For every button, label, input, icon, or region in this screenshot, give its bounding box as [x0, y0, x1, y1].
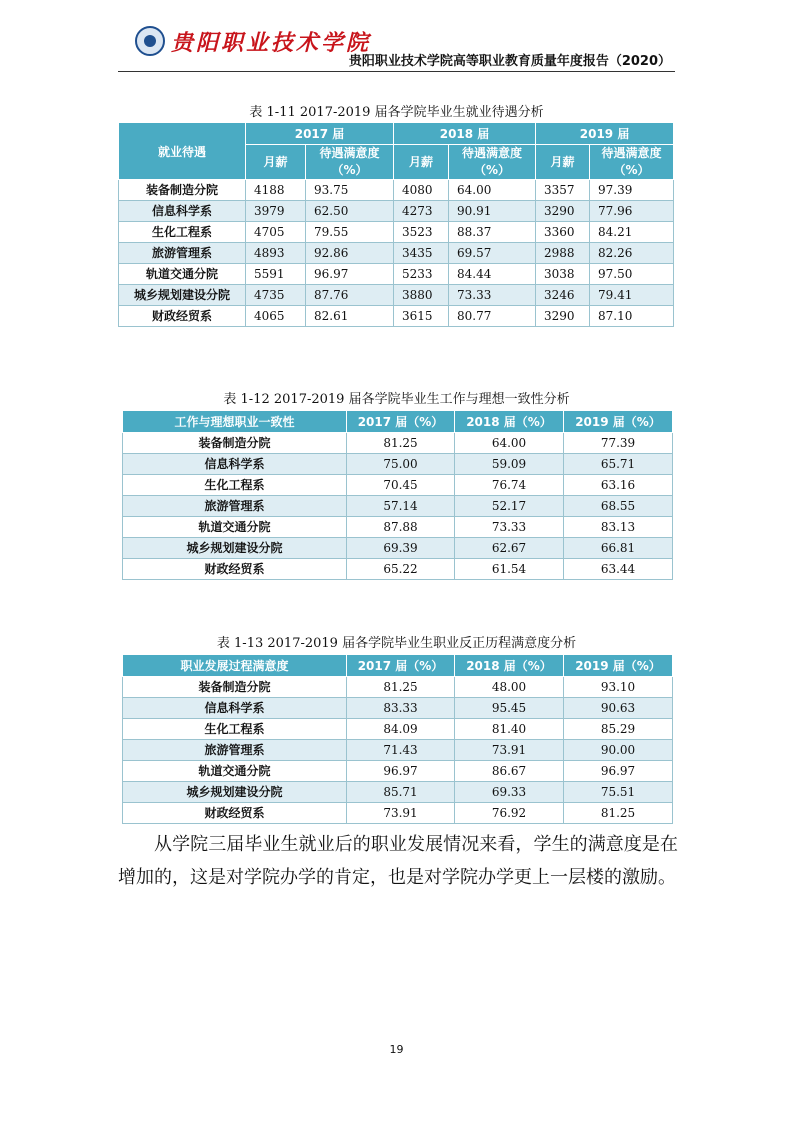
- table-cell: 73.33: [449, 285, 536, 306]
- table-cell: 66.81: [564, 538, 673, 559]
- column-header-salary: 月薪: [246, 145, 306, 180]
- header-divider: [118, 71, 675, 72]
- table-cell: 84.44: [449, 264, 536, 285]
- row-label: 财政经贸系: [119, 306, 246, 327]
- row-label: 装备制造分院: [123, 433, 347, 454]
- table-cell: 69.57: [449, 243, 536, 264]
- table-cell: 3880: [394, 285, 449, 306]
- summary-paragraph: 从学院三届毕业生就业后的职业发展情况来看，学生的满意度是在增加的，这是对学院办学的肯定，也是对学院办学更上一层楼的激励。: [118, 834, 678, 888]
- table-cell: 84.09: [347, 719, 455, 740]
- table-cell: 87.76: [306, 285, 394, 306]
- table-cell: 90.63: [564, 698, 673, 719]
- table-cell: 88.37: [449, 222, 536, 243]
- table-cell: 81.40: [455, 719, 564, 740]
- column-header-year: 2018 届: [394, 123, 536, 145]
- table-row: [123, 454, 673, 475]
- row-label: 旅游管理系: [123, 496, 347, 517]
- table-cell: 82.61: [306, 306, 394, 327]
- table-cell: 90.91: [449, 201, 536, 222]
- table-cell: 83.13: [564, 517, 673, 538]
- table-cell: 3435: [394, 243, 449, 264]
- table-cell: 3357: [536, 180, 590, 201]
- table-cell: 3615: [394, 306, 449, 327]
- column-header-category: 职业发展过程满意度: [123, 655, 347, 677]
- table-1-13-caption: 表 1-13 2017-2019 届各学院毕业生职业反正历程满意度分析: [216, 636, 577, 651]
- table-cell: 76.92: [455, 803, 564, 824]
- table-row: [123, 719, 673, 740]
- table-cell: 81.25: [347, 677, 455, 698]
- table-cell: 59.09: [455, 454, 564, 475]
- table-cell: 71.43: [347, 740, 455, 761]
- table-cell: 4080: [394, 180, 449, 201]
- table-cell: 82.26: [590, 243, 674, 264]
- column-header-satisfaction: 待遇满意度（%）: [590, 145, 674, 180]
- table-row: [123, 698, 673, 719]
- table-cell: 73.91: [455, 740, 564, 761]
- table-row: [119, 306, 674, 327]
- table-cell: 52.17: [455, 496, 564, 517]
- table-cell: 62.50: [306, 201, 394, 222]
- table-row: [123, 782, 673, 803]
- table-cell: 4705: [246, 222, 306, 243]
- table-cell: 83.33: [347, 698, 455, 719]
- column-header-category: 工作与理想职业一致性: [123, 411, 347, 433]
- table-cell: 90.00: [564, 740, 673, 761]
- row-label: 城乡规划建设分院: [123, 538, 347, 559]
- table-cell: 68.55: [564, 496, 673, 517]
- table-cell: 48.00: [455, 677, 564, 698]
- table-cell: 3360: [536, 222, 590, 243]
- row-label: 装备制造分院: [123, 677, 347, 698]
- table-cell: 92.86: [306, 243, 394, 264]
- table-cell: 61.54: [455, 559, 564, 580]
- table-cell: 96.97: [347, 761, 455, 782]
- column-header-year: 2017 届: [246, 123, 394, 145]
- table-cell: 93.10: [564, 677, 673, 698]
- table-cell: 4188: [246, 180, 306, 201]
- table-cell: 73.33: [455, 517, 564, 538]
- table-row: [119, 180, 674, 201]
- table-row: [119, 264, 674, 285]
- table-cell: 95.45: [455, 698, 564, 719]
- table-row: [123, 538, 673, 559]
- row-label: 信息科学系: [119, 201, 246, 222]
- row-label: 轨道交通分院: [123, 517, 347, 538]
- table-1-11-caption: 表 1-11 2017-2019 届各学院毕业生就业待遇分析: [249, 105, 544, 120]
- table-cell: 86.67: [455, 761, 564, 782]
- table-cell: 84.21: [590, 222, 674, 243]
- row-label: 轨道交通分院: [119, 264, 246, 285]
- table-cell: 73.91: [347, 803, 455, 824]
- table-cell: 96.97: [306, 264, 394, 285]
- table-cell: 75.00: [347, 454, 455, 475]
- column-header-year: 2018 届（%）: [455, 411, 564, 433]
- table-row: [119, 243, 674, 264]
- report-header-title: 贵阳职业技术学院高等职业教育质量年度报告（2020）: [348, 54, 671, 69]
- table-cell: 64.00: [449, 180, 536, 201]
- table-cell: 70.45: [347, 475, 455, 496]
- column-header-year: 2017 届（%）: [347, 655, 455, 677]
- row-label: 财政经贸系: [123, 559, 347, 580]
- row-label: 信息科学系: [123, 698, 347, 719]
- table-row: [119, 285, 674, 306]
- table-cell: 3290: [536, 201, 590, 222]
- table-cell: 87.10: [590, 306, 674, 327]
- row-label: 财政经贸系: [123, 803, 347, 824]
- column-header-year: 2019 届（%）: [564, 411, 673, 433]
- table-cell: 63.16: [564, 475, 673, 496]
- table-cell: 65.71: [564, 454, 673, 475]
- table-cell: 79.41: [590, 285, 674, 306]
- logo-text: 贵阳职业技术学院: [171, 30, 372, 56]
- table-cell: 4273: [394, 201, 449, 222]
- table-cell: 97.39: [590, 180, 674, 201]
- table-cell: 97.50: [590, 264, 674, 285]
- job-ideal-consistency-table: [122, 410, 673, 580]
- table-cell: 3290: [536, 306, 590, 327]
- table-cell: 69.33: [455, 782, 564, 803]
- table-cell: 3523: [394, 222, 449, 243]
- column-header-salary: 月薪: [394, 145, 449, 180]
- table-cell: 81.25: [564, 803, 673, 824]
- table-cell: 75.51: [564, 782, 673, 803]
- table-cell: 63.44: [564, 559, 673, 580]
- table-cell: 77.39: [564, 433, 673, 454]
- table-cell: 93.75: [306, 180, 394, 201]
- row-label: 城乡规划建设分院: [119, 285, 246, 306]
- row-label: 生化工程系: [119, 222, 246, 243]
- table-row: [123, 677, 673, 698]
- table-cell: 62.67: [455, 538, 564, 559]
- table-cell: 96.97: [564, 761, 673, 782]
- table-row: [119, 201, 674, 222]
- column-header-salary: 月薪: [536, 145, 590, 180]
- table-row: [123, 740, 673, 761]
- column-header-satisfaction: 待遇满意度（%）: [306, 145, 394, 180]
- row-label: 城乡规划建设分院: [123, 782, 347, 803]
- table-row: [123, 433, 673, 454]
- table-cell: 79.55: [306, 222, 394, 243]
- table-cell: 77.96: [590, 201, 674, 222]
- table-cell: 3038: [536, 264, 590, 285]
- career-development-satisfaction-table: [122, 654, 673, 824]
- table-cell: 85.71: [347, 782, 455, 803]
- table-cell: 80.77: [449, 306, 536, 327]
- table-cell: 2988: [536, 243, 590, 264]
- page-number: 19: [389, 1043, 404, 1056]
- table-row: [123, 559, 673, 580]
- table-cell: 5591: [246, 264, 306, 285]
- table-cell: 4735: [246, 285, 306, 306]
- table-cell: 4893: [246, 243, 306, 264]
- table-cell: 57.14: [347, 496, 455, 517]
- table-cell: 69.39: [347, 538, 455, 559]
- table-cell: 3979: [246, 201, 306, 222]
- table-1-12-caption: 表 1-12 2017-2019 届各学院毕业生工作与理想一致性分析: [223, 392, 570, 407]
- table-cell: 87.88: [347, 517, 455, 538]
- table-cell: 3246: [536, 285, 590, 306]
- table-cell: 4065: [246, 306, 306, 327]
- table-cell: 65.22: [347, 559, 455, 580]
- row-label: 生化工程系: [123, 475, 347, 496]
- college-logo: [135, 20, 372, 64]
- table-row: [123, 803, 673, 824]
- column-header-category: 就业待遇: [119, 123, 246, 180]
- table-row: [123, 475, 673, 496]
- table-cell: 76.74: [455, 475, 564, 496]
- row-label: 生化工程系: [123, 719, 347, 740]
- table-cell: 81.25: [347, 433, 455, 454]
- table-row: [119, 222, 674, 243]
- row-label: 轨道交通分院: [123, 761, 347, 782]
- table-row: [123, 517, 673, 538]
- college-seal-icon: [135, 26, 165, 56]
- table-cell: 85.29: [564, 719, 673, 740]
- row-label: 信息科学系: [123, 454, 347, 475]
- row-label: 旅游管理系: [123, 740, 347, 761]
- column-header-year: 2019 届: [536, 123, 674, 145]
- column-header-year: 2018 届（%）: [455, 655, 564, 677]
- salary-satisfaction-table: [118, 122, 674, 327]
- table-cell: 5233: [394, 264, 449, 285]
- row-label: 装备制造分院: [119, 180, 246, 201]
- table-row: [123, 496, 673, 517]
- table-cell: 64.00: [455, 433, 564, 454]
- row-label: 旅游管理系: [119, 243, 246, 264]
- column-header-year: 2019 届（%）: [564, 655, 673, 677]
- column-header-satisfaction: 待遇满意度（%）: [449, 145, 536, 180]
- column-header-year: 2017 届（%）: [347, 411, 455, 433]
- table-row: [123, 761, 673, 782]
